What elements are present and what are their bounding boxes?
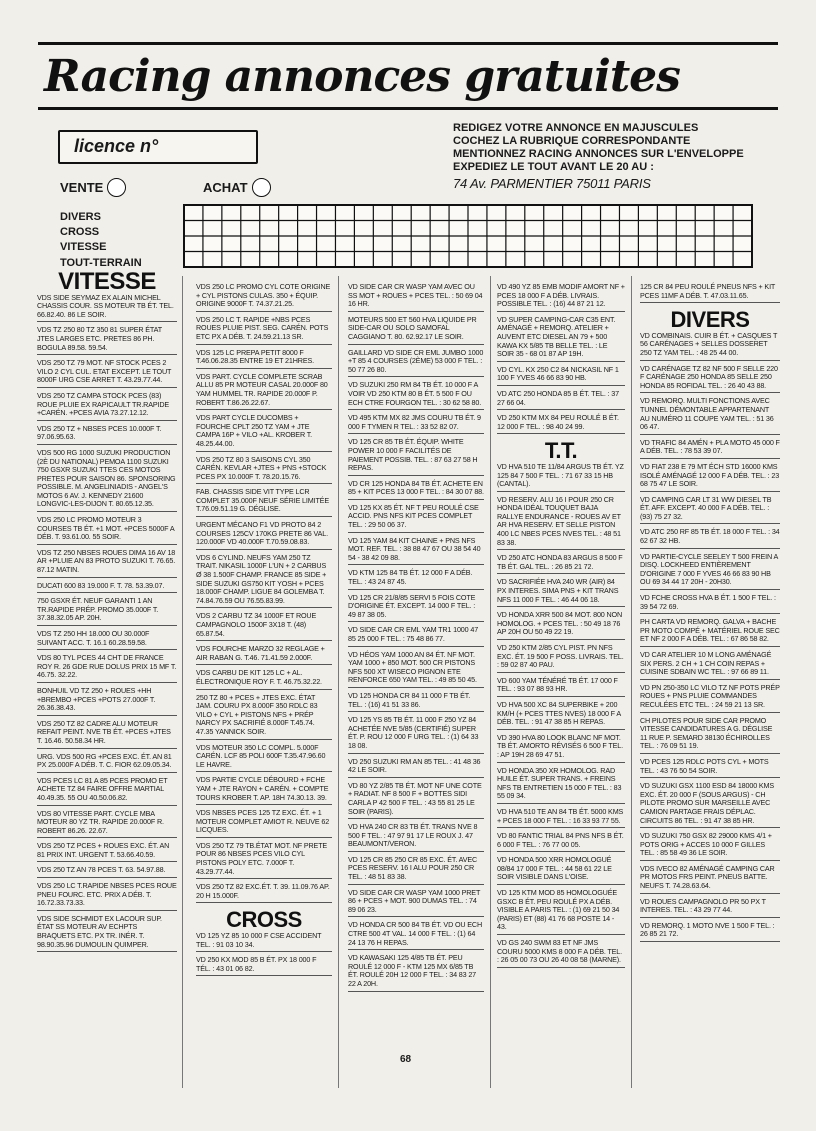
classified-ad: VDS SIDE SCHMIDT EX LACOUR SUP. ÉTAT SS MOTEUR AV ECHPTS BRAQUETS ETC. PX TR. INÉR. T. 98.90.35.96 DUMOULIN QUIMPER. [37, 914, 177, 952]
classified-ad: VDS PART CYCLE DUCOMBS + FOURCHE CPLT 250 TZ YAM + JTE CAMPA 16P + VILO +AL. KROBER T. 48.25.44.00. [196, 413, 332, 451]
section-tt: T.T. [544, 438, 578, 464]
vente-label: VENTE [60, 180, 104, 195]
classified-ad: VDS PARTIE CYCLE DÉBOURD + FCHE YAM + JTE RAYON + CARÉN. + COMPTE TOURS KROBER T. AP. 18H 74.30.13. 39. [196, 775, 332, 805]
classified-ad: PH CARTA VD REMORQ. GALVA + BACHE PR MOTO COMPÉ + MATÉRIEL ROUE SEC ET NF 2 000 F A DÉB. TEL. : 67 86 58 82. [640, 617, 780, 647]
classified-ad: VDS 250 TZ 80 3 SAISONS CYL 350 CARÉN. KEVLAR +JTES + PNS +STOCK PCES PX 10.000F T. 78.20.15.76. [196, 455, 332, 485]
column-4 [497, 282, 625, 971]
classified-ad: VD COMBINAIS. CUIR B ÉT. + CASQUES T 56 CARÉNAGES + SELLES DOSSERET 250 TZ YAM TEL. : 48 25 44 00. [640, 331, 780, 361]
page-title: Racing annonces gratuites [44, 50, 680, 102]
column-divider [490, 276, 491, 1088]
classified-ad: VDS 250 TZ 82 CADRE ALU MOTEUR REFAIT PEINT. NVE TB ÉT. +PCES +JTES T. 16.46. 50.58.34 HR. [37, 719, 177, 749]
classified-ad: VDS MOTEUR 350 LC COMPL. 5.000F CARÉN. LCF 85 POLI 600F T.35.47.96.60 LE HAVRE. [196, 743, 332, 773]
classified-ad: URGENT MÉCANO F1 VD PROTO 84 2 COURSES 125CV 170KG PRETE 86 VAL. 120.000F VD 40.000F T.70.59.08.83. [196, 520, 332, 550]
classified-ad: VD SUZUKI 750 GSX 82 29000 KMS 4/1 + POTS ORIG + ACCES 10 000 F GILLES TEL. : 85 58 49 36 LE SOIR. [640, 831, 780, 861]
ads-list [348, 282, 484, 992]
classified-ad: VD 125 CR 85 TB ÉT. ÉQUIP. WHITE POWER 10 000 F FACILITÉS DE PAIEMENT POSSIB. TEL. : 87 63 27 58 H REPAS. [348, 437, 484, 475]
classified-ad: VD HVA 500 XC 84 SUPERBIKE + 200 KM/H (+ PCES TTES NVES) 18 000 F A DÉB. TEL. : 91 47 38 85 H REPAS. [497, 700, 625, 730]
category-list [60, 211, 142, 272]
classified-ad: VDS PCES LC 81 A 85 PCES PROMO ET ACHETE TZ 84 FAIRE OFFRE MARTIAL 40.49.35. 55 OU 40.50.06.82. [37, 776, 177, 806]
licence-number-box[interactable] [58, 130, 258, 164]
achat-label: ACHAT [203, 180, 248, 195]
classified-ad: VD FIAT 238 E 79 MT ÉCH STD 16000 KMS ISOLÉ AMÉNAGÉ 12 000 F A DÉB. TEL. : 23 68 75 47 LE SOIR. [640, 462, 780, 492]
classified-ad: VDS 125 LC PREPA PETIT 8000 F T.46.06.28.35 ENTRE 19 ET 21HRES. [196, 348, 332, 369]
column-2 [196, 282, 332, 979]
classified-ad: VD CYL. KX 250 C2 84 NICKASIL NF 1 100 F YVES 46 66 83 90 HB. [497, 365, 625, 386]
vente-option[interactable] [60, 178, 126, 197]
classified-ad: VD 495 KTM MX 82 JMS COURU TB ÉT. 9 000 F TYMEN R TEL. : 33 52 82 07. [348, 413, 484, 434]
column-5 [640, 282, 780, 945]
classified-ad: VDS TZ 250 HH 18.000 OU 30.000F SUIVANT ACC. T. 16.1 60.28.59.58. [37, 629, 177, 650]
classified-ad: CH PILOTES POUR SIDE CAR PROMO VITESSE CANDIDATURES A G. DÉGLISE 11 RUE P. SEMARD 38130 ÉCHIROLLES TEL. : 76 09 51 19. [640, 716, 780, 754]
classified-ad: VD HONDA XRR 500 84 MOT. 800 NON HOMOLOG. + PCES TEL. : 50 49 18 76 AP 20H OU 50 49 22 19. [497, 610, 625, 640]
column-divider [182, 276, 183, 1088]
classified-ad: VD 490 YZ 85 EMB MODIF AMORT NF + PCES 18 000 F A DÉB. LIVRAIS. POSSIBLE TEL. : (16) 44 87 21 12. [497, 282, 625, 312]
classified-ad: VDS 80 TYL PCES 44 CHT DE FRANCE ROY R. 26 GDE RUE DOLUS PRIX 15 MF T. 46.75. 32.22. [37, 653, 177, 683]
classified-ad: VDS NBSES PCES 125 TZ EXC. ÉT. + 1 MOTEUR COMPLET AMIOT R. NEUVE 62 LICQUES. [196, 808, 332, 838]
classified-ad: 750 GSXR ÉT. NEUF GARANTI 1 AN TR.RAPIDE PRÉP. PROMO 35.000F T. 37.38.32.05 AP. 20H. [37, 596, 177, 626]
ads-list [497, 282, 625, 434]
classified-ad: VD 125 CR 85 250 CR 85 EXC. ÉT. AVEC PCES RESERV. 16 I ALU POUR 250 CR TEL. : 48 51 83 38. [348, 855, 484, 885]
ads-list [497, 462, 625, 968]
column-1 [37, 268, 177, 955]
classified-ad: VD CR 125 HONDA 84 TB ÉT. ACHETE EN 85 + KIT PCES 13 000 F TEL. : 84 30 07 88. [348, 479, 484, 500]
classified-ad: VD 125 YAM 84 KIT CHAINE + PNS NFS MOT. REF. TEL. : 38 88 47 67 OU 38 54 40 54 - 38 42 09 88. [348, 536, 484, 566]
classified-ad: VD HVA 240 CR 83 TB ÉT. TRANS NVE 8 500 F TEL. : 47 97 91 17 LE ROUX J. 47 BEAUMONT/VERON. [348, 822, 484, 852]
classified-ad: VDS 500 RG 1000 SUZUKI PRODUCTION (2È DU NATIONAL) PEMOA 1100 SUZUKI 750 GSXR SUZUKI TTES CES MOTOS PRETES POUR SAISON 86. SPONSORING POSSIBLE. M. ANGELINIADIS - ANGEL'S MOTOS 6 AV. J. KENNEDY 21600 LONGVIC-LES-DIJON T. 80.65.12.35. [37, 448, 177, 512]
classified-ad: VDS SIDE SEYMAZ EX ALAIN MICHEL CHASSIS COUR. SS MOTEUR TB ÉT. TEL. 66.82.40. 86 LE SOIR. [37, 293, 177, 323]
section-vitesse: VITESSE [58, 268, 156, 295]
classified-ad: VD 250 SUZUKI RM AN 85 TEL. : 41 48 36 42 LE SOIR. [348, 757, 484, 778]
title-banner [38, 42, 778, 110]
classified-ad: VD SUPER CAMPING-CAR C35 ENT. AMÉNAGÉ + REMORQ. ATELIER + AUVENT ETC DIESEL AN 79 + 500 KAWA KX 5/85 TB BELLE TEL. : LE SOIR 35 - 68 01 87 AP 19H. [497, 315, 625, 362]
classified-ad: VD 250 KTM 2/85 CYL PIST. PN NFS EXC. ÉT. 19 500 F POSS. LIVRAIS. TEL. : 59 02 87 40 PAU. [497, 643, 625, 673]
classified-ad: VDS 6 CYLIND. NEUFS YAM 250 TZ TRAIT. NIKASIL 1000F L'UN + 2 CARBUS Ø 38 1.500F CHAMP. FRANCE 85 SIDE + SIDE SUZUKI GS750 KIT YOSH + PCES 18.000F CHAMP. LIGUE 84 GOLEMBA T. 74.84.76.59 OU 76.55.83.99. [196, 553, 332, 609]
classified-ad: VD FCHE CROSS HVA B ÉT. 1 500 F TEL. : 39 54 72 69. [640, 593, 780, 614]
classified-ad: VDS IVECO 82 AMÉNAGÉ CAMPING CAR PR MOTOS FRS PEINT. PNEUS BATTE. NEUFS T. 74.28.63.64. [640, 864, 780, 894]
classified-ad: VD SIDE CAR CR WASP YAM AVEC OU SS MOT + ROUES + PCES TEL. : 50 69 04 16 HR. [348, 282, 484, 312]
classified-ad: VDS PART. CYCLE COMPLETE SCRAB ALLU 85 PR MOTEUR CASAL 20.000F 80 YAM HUMMEL TR. RAPIDE 20.000F P. ROBERT T.86.26.22.67. [196, 372, 332, 410]
classified-ad: VD SUZUKI GSX 1100 ESD 84 18000 KMS EXC. ÉT. 20 000 F (SOUS ARGUS) - CH PILOTE PROMO SUR MARSEILLE AVEC CAMION PARTAGE FRAIS DÉPLAC. CIRCUITS 86 TEL. : 91 47 38 85 HR. [640, 781, 780, 828]
classified-ad: VD HÉOS YAM 1000 AN 84 ÉT. NF MOT. YAM 1000 + 850 MOT. 500 CR PISTONS NFS 500 XT WISECO PIGNON ETE RENFORCE 650 YAM TEL. : 49 85 50 45. [348, 650, 484, 688]
classified-ad: VDS 250 TZ + NBSES PCES 10.000F T. 97.06.95.63. [37, 424, 177, 445]
classified-ad: VD ATC 250 HONDA 85 B ÉT. TEL. : 37 27 66 04. [497, 389, 625, 410]
classified-ad: VDS 250 TZ CAMPA STOCK PCES (83) ROUE PLUIE EX RAPICAULT TR.RAPIDE +CARÉN. +PCES AVIA 73.27.12.12. [37, 391, 177, 421]
classified-ad: VD ROUES CAMPAGNOLO PR 50 PX T INTERES. TEL. : 43 29 77 44. [640, 897, 780, 918]
classified-ad: VD 80 FANTIC TRIAL 84 PNS NFS B ÉT. 6 000 F TEL. : 76 77 00 05. [497, 831, 625, 852]
classified-ad: VD GS 240 SWM 83 ET NF JMS COURU 5000 KMS 8 000 F A DÉB. TEL. : 26 05 00 73 OU 26 40 08 58 (MARNE). [497, 938, 625, 968]
classified-ad: VD 600 YAM TÉNÉRÉ TB ÉT. 17 000 F TEL. : 93 07 88 93 HR. [497, 676, 625, 697]
classified-ad: VD CAMPING CAR LT 31 WW DIESEL TB ÉT. AFF. EXCEPT. 40 000 F A DÉB. TEL. : (93) 75 27 32. [640, 495, 780, 525]
page-number: 68 [400, 1054, 412, 1065]
classified-ad: VD HVA 510 TE 11/84 ARGUS TB ÉT. YZ 125 84 7 500 F TEL. : 71 67 33 15 HB (CANTAL). [497, 462, 625, 492]
classified-ad: VD 250 KX MOD 85 B ÉT. PX 18 000 F TÉL. : 43 01 06 82. [196, 955, 332, 976]
classified-ad: VD 125 YZ 85 10 000 F CSE ACCIDENT TEL. : 91 03 10 34. [196, 931, 332, 952]
column-divider [631, 276, 632, 1088]
classified-ad: VD HONDA 350 XR HOMOLOG. RAD HUILE ÉT. SUPER TRANS. + FREINS NFS TB ENTRETIEN 15 000 F TEL. : 83 55 09 34. [497, 766, 625, 804]
instructions [453, 122, 783, 190]
classified-ad: VD PN 250-350 LC VILO TZ NF POTS PRÉP ROUES + PNS PLUIE COMMANDES RECULÉES ETC TEL. : 24 59 21 13 SR. [640, 683, 780, 713]
classified-ad: VDS 80 VITESSE PART. CYCLE MBA MOTEUR 80 YZ TR. RAPIDE 20.000F R. ROBERT 86.26. 22.67. [37, 809, 177, 839]
licence-label: licence n° [74, 136, 159, 156]
classified-ad: VDS CARBU DE KIT 125 LC + AL. ÉLECTRONIQUE ROY F. T. 46.75.32.22. [196, 668, 332, 689]
classified-ad: VD CARÉNAGE TZ 82 NF 500 F SELLE 220 F CARÉNAGE 250 HONDA 85 SELLE 250 HONDA 85 ROFIDAL TEL. : 26 40 43 88. [640, 364, 780, 394]
instruction-line: MENTIONNEZ RACING ANNONCES SUR L'ENVELOPPE [453, 148, 744, 160]
category-divers[interactable]: DIVERS [60, 211, 101, 223]
classified-ad: VDS TZ 250 80 TZ 350 81 SUPER ÉTAT JTES LARGES ETC. PRETES 86 PH. BOGULA 89.58. 59.54. [37, 325, 177, 355]
classified-ad: VD 125 KTM MOD 85 HOMOLOGUÉE GSXC B ÉT. PEU ROULÉ PX A DÉB. VISIBLE A PARIS TEL. : (1) 69 21 50 34 (PARIS) ET (88) 41 76 68 POSTE 14 - 43. [497, 888, 625, 935]
classified-ad: VD REMORQ. MULTI FONCTIONS AVEC TUNNEL DÉMONTABLE APPARTENANT AU NUMÉRO 11 COUPE YAM TEL. : 51 36 06 47. [640, 396, 780, 434]
ads-list [196, 931, 332, 976]
classified-ad: VD REMORQ. 1 MOTO NVE 1 500 F TEL. : 26 85 21 72. [640, 921, 780, 942]
classified-ad: VD 250 KTM MX 84 PEU ROULÉ B ÉT. 12 000 F TEL. : 98 40 24 99. [497, 413, 625, 434]
classified-ad: VDS 2 CARBU TZ 34 1000F ET ROUE CAMPAGNOLO 1500F 3X18 T. (48) 65.87.54. [196, 611, 332, 641]
ads-list [640, 331, 780, 942]
classified-ad: VD CAR ATELIER 10 M LONG AMÉNAGÉ SIX PERS. 2 CH + 1 CH COIN REPAS + CUISINE SDBAIN WC TEL. : 97 66 89 11. [640, 650, 780, 680]
classified-ad: MOTEURS 500 ET 560 HVA LIQUIDE PR SIDE-CAR OU SOLO SAMOFAL CAGGIANO T. 80. 62.92.17 LE SOIR. [348, 315, 484, 345]
ads-list [640, 282, 780, 303]
classified-ad: VD 250 ATC HONDA 83 ARGUS 8 500 F TB ÉT. GAL TEL. : 26 85 21 72. [497, 553, 625, 574]
classified-ad: VD KTM 125 84 TB ÉT. 12 000 F A DÉB. TEL. : 43 24 87 45. [348, 568, 484, 589]
classified-ad: VDS 250 TZ 79 TB.ÉTAT MOT. NF PRETE POUR 86 NBSES PCES VILO CYL PISTONS POLY ETC. 7.000F T. 43.29.77.44. [196, 841, 332, 879]
ads-list [37, 293, 177, 953]
classified-ad: VD SACRIFIÉE HVA 240 WR (AIR) 84 PX INTERES. SIMA PNS + KIT TRANS NFS 11 000 F TEL. : 46 44 06 18. [497, 577, 625, 607]
category-cross[interactable]: CROSS [60, 226, 100, 239]
section-divers: DIVERS [670, 307, 750, 333]
classified-ad: URG. VDS 500 RG +PCES EXC. ÉT. AN 81 PX 25.000F A DÉB. T. C. FIOR 62.09.05.34. [37, 752, 177, 773]
category-vitesse[interactable]: VITESSE [60, 241, 107, 254]
classified-ad: VD PCES 125 RDLC POTS CYL + MOTS TEL. : 43 76 50 54 SOIR. [640, 757, 780, 778]
classified-ad: VD 125 KX 85 ÉT. NF T PEU ROULÉ CSE ACCID. PNS NFS KIT PCES COMPLET TEL. : 29 50 06 37. [348, 503, 484, 533]
classified-ad: 125 CR 84 PEU ROULÉ PNEUS NFS + KIT PCES 11MF A DÉB. T. 47.03.11.65. [640, 282, 780, 303]
classified-ad: VDS 250 LC T.RAPIDE NBSES PCES ROUE PNEU FOURC. ETC. PRIX A DÉB. T. 16.72.33.73.33. [37, 881, 177, 911]
classified-ad: VDS 250 TZ PCES + ROUES EXC. ÉT. AN 81 PRIX INT. URGENT T. 53.66.40.59. [37, 841, 177, 862]
classified-ad: VD 125 YS 85 TB ÉT. 11 000 F 250 YZ 84 ACHETÉE NVE 5/85 (CERTIFIÉ) SUPER ÉT. P. ROU 12 000 F URG TEL. : (1) 64 33 18 08. [348, 715, 484, 753]
classified-ad: VD ATC 250 RF 85 TB ÉT. 18 000 F TEL. : 34 62 67 32 HB. [640, 527, 780, 548]
mailing-address: 74 Av. PARMENTIER 75011 PARIS [453, 176, 651, 191]
classified-ad: VD HONDA CR 500 84 TB ÉT. VD OU ECH CTRE 500 4T VAL. 14 000 F TEL. : (1) 64 24 13 76 H REPAS. [348, 920, 484, 950]
classified-ad: VDS 250 TZ 82 EXC.ÉT. T. 39. 11.09.76 AP. 20 H 15.000F. [196, 882, 332, 903]
achat-radio[interactable] [252, 178, 271, 197]
vente-radio[interactable] [107, 178, 126, 197]
classified-ad: VDS 250 TZ 79 MOT. NF STOCK PCES 2 VILO 2 CYL CUL. ETAT EXCEPT. LE TOUT 8000F URG CSE ARRET T. 43.29.77.44. [37, 358, 177, 388]
classified-ad: VD 125 HONDA CR 84 11 000 F TB ÉT. TEL. : (16) 41 51 33 86. [348, 691, 484, 712]
instruction-line: EXPEDIEZ LE TOUT AVANT LE 20 AU : [453, 161, 654, 173]
classified-ad: VD PARTIE-CYCLE SEELEY T 500 FREIN A DISQ. LOCKHEED ENTIÈREMENT D'ORIGINE 7 000 F YVES 46 66 83 90 HB OU 69 34 44 17 20H - 20H30. [640, 552, 780, 590]
achat-option[interactable] [203, 178, 271, 197]
classified-ad: FAB. CHASSIS SIDE VIT TYPE LCR COMPLET 35.000F NEUF SÉRIE LIMITÉE T.76.09.51.19 G. DÉGLISE. [196, 487, 332, 517]
classified-ad: VD 80 YZ 2/85 TB ÉT. MOT NF UNE COTE + RADIAT. NF 8 500 F + BOTTES SIDI CARLA P 42 500 F TEL. : 43 55 81 25 LE SOIR (PARIS). [348, 781, 484, 819]
classified-ad: BONHUIL VD TZ 250 + ROUES +HH +BREMBO +PCES +POTS 27.000F T. 26.36.38.43. [37, 686, 177, 716]
ads-list [196, 282, 332, 903]
instruction-line: COCHEZ LA RUBRIQUE CORRESPONDANTE [453, 135, 691, 147]
category-tout-terrain[interactable]: TOUT-TERRAIN [60, 256, 142, 269]
classified-ad: VDS 250 LC PROMO MOTEUR 3 COURSES TB ÉT. +1 MOT. +PCES 5000F A DÉB. T. 93.61.00. 55 SOIR. [37, 515, 177, 545]
classified-ad: VD KAWASAKI 125 4/85 TB ÉT. PEU ROULÉ 12 000 F - KTM 125 MX 6/85 TB ÉT. ROULÉ 20H 12 000 F TEL. : 34 83 27 22 A 20H. [348, 953, 484, 991]
classified-ad: VD RESERV. ALU 16 I POUR 250 CR HONDA IDÉAL TOUQUET BAJA RALLYE ENDURANCE - ROUES AV ET AR HVA RESERV. ET SELLE PISTON 400 LC NBES PCES NVES TEL. : 48 51 83 38. [497, 495, 625, 551]
entry-grid[interactable] [183, 204, 753, 268]
column-3 [348, 282, 484, 995]
classified-ad: GAILLARD VD SIDE CR EML JUMBO 1000 +T 85 4 COURSES (2ÈME) 53 000 F TEL. : 50 77 26 80. [348, 348, 484, 378]
classified-ad: VDS TZ 250 NBSES ROUES DIMA 16 AV 18 AR +PLUIE AN 83 PROTO SUZUKI T. 76.65. 87.12 MATIN. [37, 548, 177, 578]
classified-ad: VD SIDE CAR CR EML YAM TR1 1000 47 85 25 000 F TEL. : 75 48 86 77. [348, 625, 484, 646]
classified-ad: VD SIDE CAR CR WASP YAM 1000 PRET 86 + PCES + MOT. 900 DUMAS TEL. : 74 89 06 23. [348, 888, 484, 918]
classified-ad: VD TRAFIC 84 AMÉN + PLA MOTO 45 000 F A DÉB. TEL. : 78 53 39 07. [640, 438, 780, 459]
classified-ad: VD SUZUKI 250 RM 84 TB ÉT. 10 000 F A VOIR VD 250 KTM 80 B ÉT. 5 500 F OU ECH CTRE FOURGON TEL. : 30 62 58 80. [348, 380, 484, 410]
classified-ad: VDS 250 LC PROMO CYL COTE ORIGINE + CYL PISTONS CULAS. 350 + ÉQUIP. ORIGINE 9000F T. 74.37.21.25. [196, 282, 332, 312]
instruction-line: REDIGEZ VOTRE ANNONCE EN MAJUSCULES [453, 122, 699, 134]
classified-ad: VD 390 HVA 80 LOOK BLANC NF MOT. TB ÉT. AMORTO RÉVISÉS 6 500 F TEL. : AP 19H 28 69 47 51. [497, 733, 625, 763]
classified-ad: VD HVA 510 TE AN 84 TB ÉT. 5000 KMS + PCES 18 000 F TEL. : 16 33 93 77 55. [497, 807, 625, 828]
section-cross: CROSS [226, 907, 302, 933]
classified-ad: 250 TZ 80 + PCES + JTES EXC. ÉTAT JAM. COURU PX 8.000F 350 RDLC 83 VILO + CYL + PISTONS NFS + PRÉP NARCY PX SACRIFIÉ 8.000F T.45.74. 47.35 YANNICK SOIR. [196, 693, 332, 740]
classified-ad: DUCATI 600 83 19.000 F. T. 78. 53.39.07. [37, 581, 177, 594]
classified-ad: VD HONDA 500 XRR HOMOLOGUÉ 08/84 17 000 F TEL. : 44 58 61 22 LE SOIR VISIBLE DANS L'OISE. [497, 855, 625, 885]
classified-ad: VDS 250 LC T. RAPIDE +NBS PCES ROUES PLUIE PIST. SEG. CARÉN. POTS ETC PX A DÉB. T. 24.59.21.13 SR. [196, 315, 332, 345]
classified-ad: VDS FOURCHE MARZO 32 REGLAGE + AIR RABAN G. T.46. 71.41.59 2.000F. [196, 644, 332, 665]
classified-ad: VD 125 CR 21/8/85 SERVI 5 FOIS COTE D'ORIGINE ÉT. EXCEPT. 14 000 F TEL. : 49 87 38 05. [348, 593, 484, 623]
column-divider [338, 276, 339, 1088]
classified-ad: VDS 250 TZ AN 78 PCES T. 63. 54.97.88. [37, 865, 177, 878]
